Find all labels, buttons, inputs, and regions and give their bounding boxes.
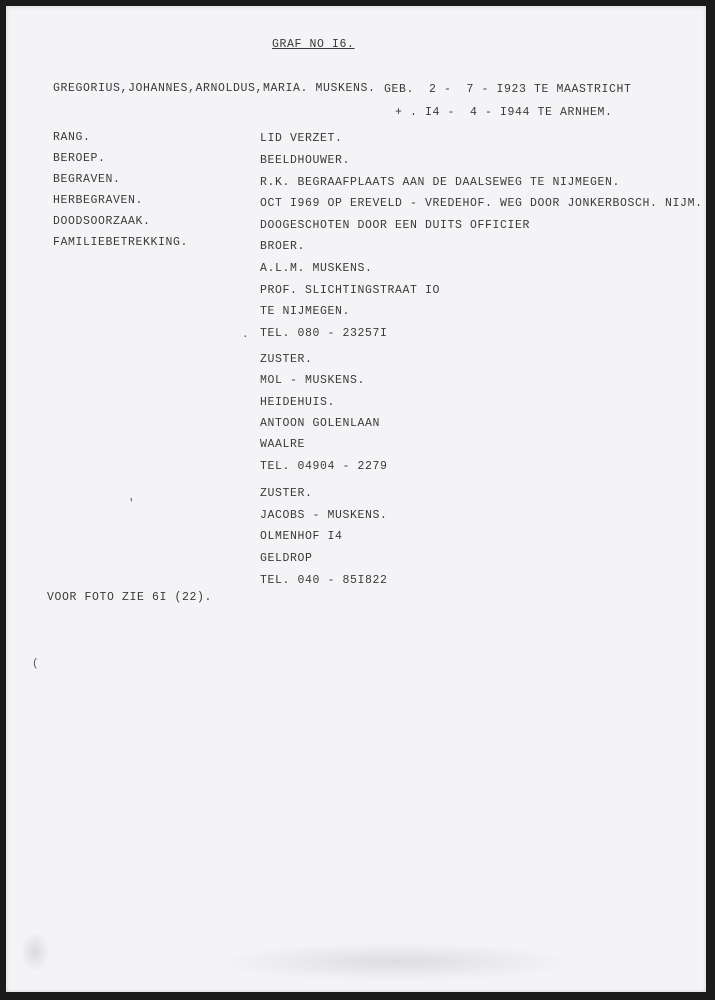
stray-dot-mark: . (242, 329, 249, 341)
field-label-doodsoorzaak: DOODSOORZAAK. (53, 215, 151, 228)
field-value-doodsoorzaak: DOOGESCHOTEN DOOR EEN DUITS OFFICIER (260, 219, 531, 232)
relative-1-line: PROF. SLICHTINGSTRAAT IO (260, 284, 441, 297)
field-label-beroep: BEROEP. (53, 152, 106, 165)
relative-3-line: JACOBS - MUSKENS. (260, 509, 388, 522)
field-label-begraven: BEGRAVEN. (53, 173, 121, 186)
stray-paren-mark: ( (32, 658, 39, 670)
relative-3-line: ZUSTER. (260, 487, 313, 500)
field-value-herbegraven: OCT I969 OP EREVELD - VREDEHOF. WEG DOOR JONKERBOSCH. NIJM. (260, 197, 703, 210)
relative-3-line: OLMENHOF I4 (260, 530, 343, 543)
field-label-familiebetrekking: FAMILIEBETREKKING. (53, 236, 189, 249)
field-value-familiebetrekking: BROER. (260, 240, 306, 253)
relative-2-line: ANTOON GOLENLAAN (260, 417, 381, 430)
field-label-rang: RANG. (53, 131, 91, 144)
field-value-rang: LID VERZET. (260, 132, 343, 145)
relative-2-line: TEL. 04904 - 2279 (260, 460, 388, 473)
relative-1-line: A.L.M. MUSKENS. (260, 262, 373, 275)
relative-1-line: TEL. 080 - 23257I (260, 327, 388, 340)
scan-smudge (20, 932, 50, 972)
relative-2-line: WAALRE (260, 438, 306, 451)
field-value-begraven: R.K. BEGRAAFPLAATS AAN DE DAALSEWEG TE NIJMEGEN. (260, 176, 621, 189)
scan-smudge (216, 942, 576, 982)
person-name: GREGORIUS,JOHANNES,ARNOLDUS,MARIA. MUSKENS. (53, 82, 376, 95)
field-value-beroep: BEELDHOUWER. (260, 154, 351, 167)
footer-note: VOOR FOTO ZIE 6I (22). (47, 591, 213, 604)
document-page (6, 6, 706, 992)
page-title: GRAF NO I6. (272, 38, 355, 51)
stray-tick-mark: ' (128, 498, 135, 510)
relative-1-line: TE NIJMEGEN. (260, 305, 351, 318)
death-info: + . I4 - 4 - I944 TE ARNHEM. (395, 106, 613, 119)
field-label-herbegraven: HERBEGRAVEN. (53, 194, 144, 207)
birth-info: GEB. 2 - 7 - I923 TE MAASTRICHT (384, 83, 632, 96)
relative-2-line: HEIDEHUIS. (260, 396, 336, 409)
relative-2-line: MOL - MUSKENS. (260, 374, 366, 387)
relative-2-line: ZUSTER. (260, 353, 313, 366)
relative-3-line: TEL. 040 - 85I822 (260, 574, 388, 587)
relative-3-line: GELDROP (260, 552, 313, 565)
